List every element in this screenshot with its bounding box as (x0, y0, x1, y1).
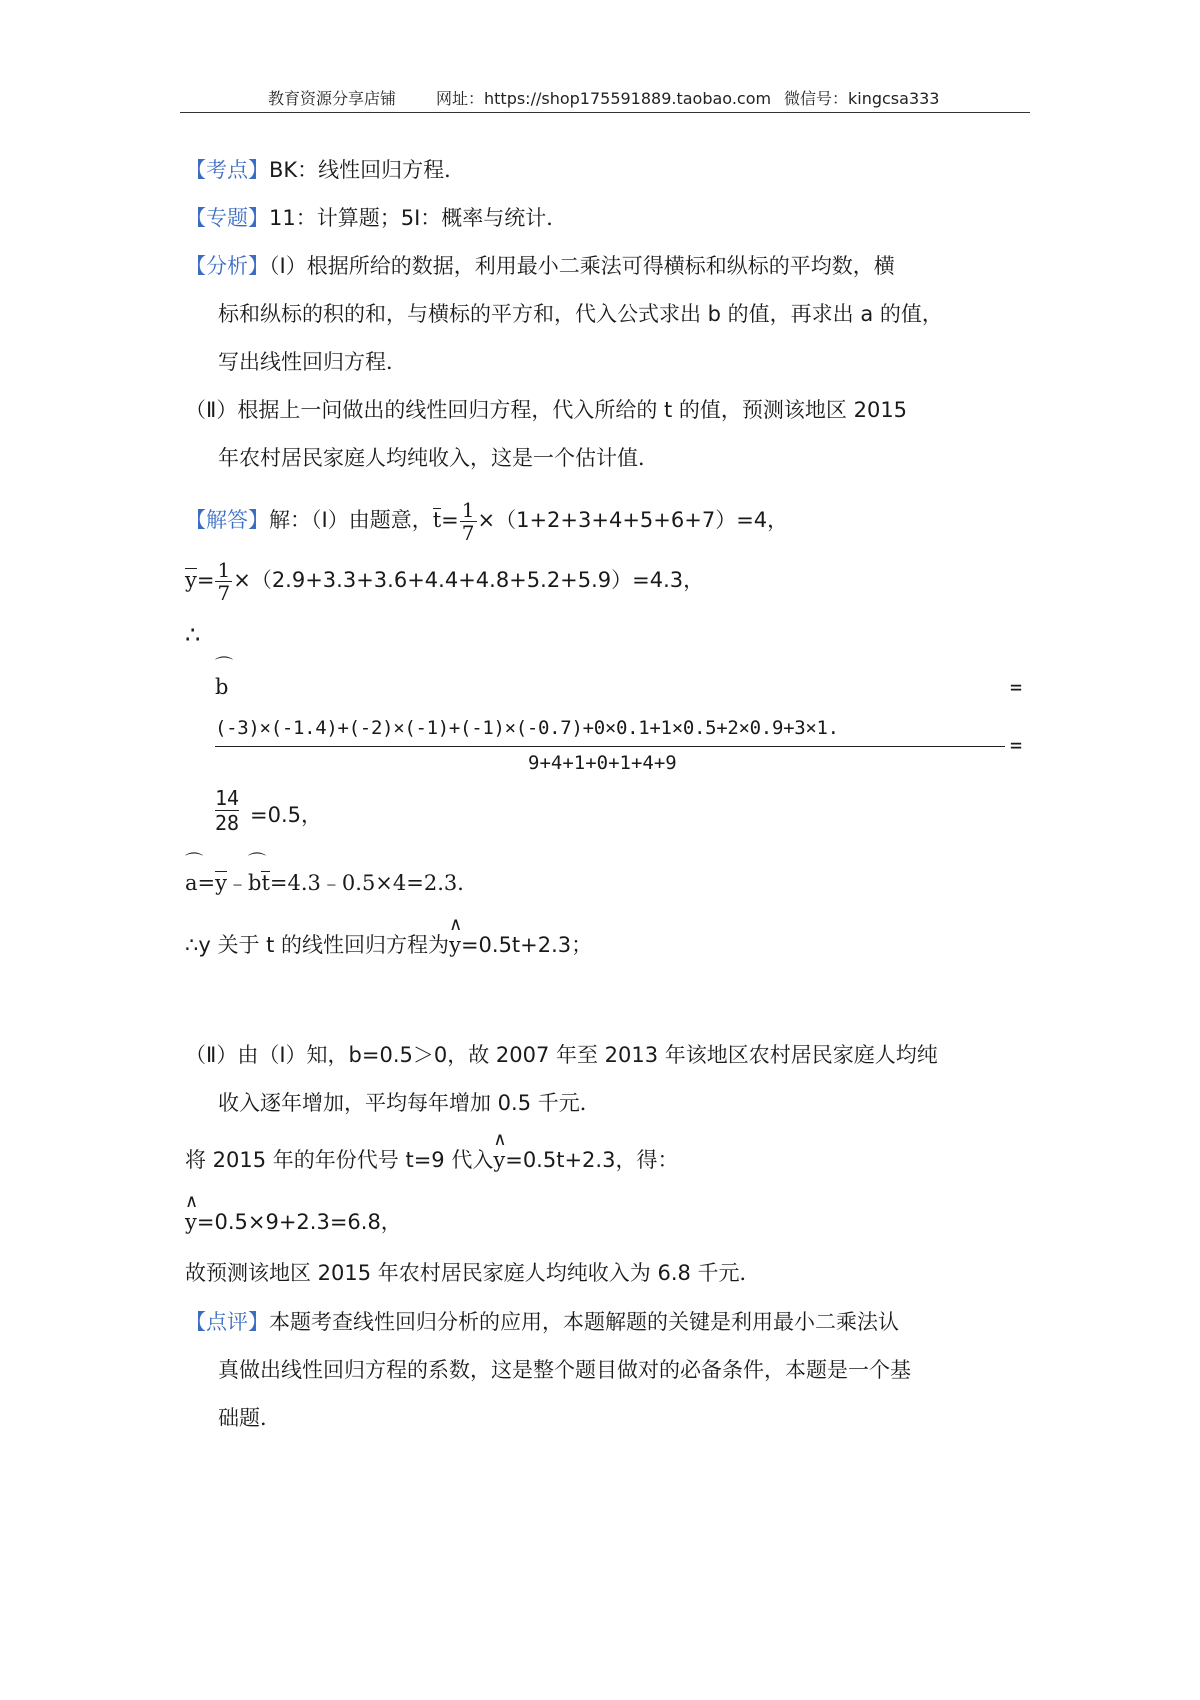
y-frac-num: 1 (217, 557, 231, 582)
zhuanti-text: 11：计算题；5I：概率与统计． (269, 206, 568, 230)
b-denominator: 9+4+1+0+1+4+9 (528, 752, 677, 774)
b-hat-letter: b (215, 675, 229, 699)
y-fraction (215, 559, 232, 604)
y-bar-symbol: y (185, 568, 197, 592)
fenxi-line-4: （Ⅱ）根据上一问做出的线性回归方程，代入所给的 t 的值，预测该地区 2015 (185, 398, 908, 422)
page-header (180, 86, 1030, 112)
y-hat-2-mark: ∧ (493, 1129, 507, 1150)
a-hat-letter: a (185, 871, 198, 895)
y-hat-1 (449, 914, 463, 960)
y-sum: ×（2.9+3.3+3.6+4.4+4.8+5.2+5.9）=4.3， (233, 568, 705, 592)
t-sum: ×（1+2+3+4+5+6+7）=4， (477, 508, 789, 532)
zhuanti-tag: 【专题】 (185, 206, 269, 230)
t-bar-symbol: t (432, 508, 442, 532)
a-t-bar: t (261, 871, 270, 895)
fenxi-tag: 【分析】 (185, 254, 269, 278)
kaodian-text: BK：线性回归方程． (269, 158, 466, 182)
b-eq-1: = (1010, 675, 1023, 699)
b-numerator: (-3)×(-1.4)+(-2)×(-1)+(-1)×(-0.7)+0×0.1+1×0.5+2×0.9+3×1. (215, 717, 839, 739)
b-fraction-bar (215, 746, 1005, 747)
part2-line-3 (185, 1129, 679, 1175)
b-hat-arc: ⌒ (215, 656, 233, 677)
part2-line-4-text: =0.5×9+2.3=6.8， (196, 1210, 402, 1234)
a-b-hat (248, 852, 267, 898)
b-hat (215, 656, 233, 702)
b-hat-line (215, 656, 233, 702)
a-minus: ﹣ (227, 871, 249, 895)
fenxi-line-2: 标和纵标的积的和，与横标的平方和，代入公式求出 b 的值，再求出 a 的值， (218, 302, 943, 326)
y-hat-3-mark: ∧ (185, 1191, 199, 1212)
zhuanti-line (185, 203, 567, 233)
dianping-line-2: 真做出线性回归方程的系数，这是整个题目做对的必备条件，本题是一个基 (218, 1358, 911, 1382)
jieda-line-1 (185, 495, 788, 545)
a-hat-arc: ⌒ (185, 852, 203, 873)
dianping-line-3: 础题． (218, 1406, 281, 1430)
a-hat (185, 852, 203, 898)
b-small-den: 28 (215, 811, 240, 835)
header-wechat: 微信号：kingcsa333 (784, 89, 940, 108)
t-frac-den: 7 (461, 520, 475, 545)
y-hat-3-letter: y (185, 1210, 197, 1234)
y-hat-2-letter: y (493, 1148, 506, 1172)
y-hat-2 (493, 1129, 507, 1175)
conclusion-line (185, 914, 593, 960)
conclusion-post: =0.5t+2.3； (460, 933, 593, 957)
kaodian-line (185, 155, 465, 185)
part2-line-5: 故预测该地区 2015 年农村居民家庭人均纯收入为 6.8 千元． (185, 1261, 761, 1285)
jieda-intro: 解：（Ⅰ）由题意， (269, 508, 433, 532)
b-small-num: 14 (215, 786, 240, 810)
b-small-fraction (215, 786, 239, 835)
header-divider (180, 112, 1030, 113)
dianping-tag: 【点评】 (185, 1310, 269, 1334)
y-hat-3 (185, 1191, 199, 1237)
a-hat-line (185, 852, 479, 898)
t-fraction (460, 499, 477, 544)
therefore-symbol: ∴ (185, 621, 201, 649)
jieda-tag: 【解答】 (185, 508, 269, 532)
a-b-hat-arc: ⌒ (248, 852, 267, 873)
b-result: =0.5， (250, 803, 322, 827)
a-eq: = (197, 871, 216, 895)
y-eq: = (196, 568, 215, 592)
fenxi-line-5: 年农村居民家庭人均纯收入，这是一个估计值． (218, 446, 659, 470)
kaodian-tag: 【考点】 (185, 158, 269, 182)
a-b-letter: b (248, 871, 262, 895)
part2-line-4 (185, 1191, 402, 1237)
jieda-line-2 (185, 555, 704, 605)
t-frac-num: 1 (461, 497, 475, 522)
y-frac-den: 7 (217, 580, 231, 605)
fenxi-text-1: （Ⅰ）根据所给的数据，利用最小二乘法可得横标和纵标的平均数，横 (269, 254, 895, 278)
dianping-text-1: 本题考查线性回归分析的应用，本题解题的关键是利用最小二乘法认 (269, 1310, 899, 1334)
conclusion-pre: ∴y 关于 t 的线性回归方程为 (185, 933, 450, 957)
header-url: 网址：https://shop175591889.taobao.com (436, 89, 772, 108)
dianping-line-1 (185, 1307, 899, 1337)
a-line-rest: =4.3﹣0.5×4=2.3． (269, 871, 479, 895)
part2-line-3-post: =0.5t+2.3，得： (505, 1148, 679, 1172)
a-y-bar: y (215, 871, 228, 895)
part2-line-2: 收入逐年增加，平均每年增加 0.5 千元． (218, 1091, 601, 1115)
part2-line-3-pre: 将 2015 年的年份代号 t=9 代入 (185, 1148, 494, 1172)
b-eq-2: = (1010, 733, 1023, 757)
fenxi-line-1 (185, 251, 895, 281)
header-shop-name: 教育资源分享店铺 (268, 89, 397, 108)
y-hat-1-mark: ∧ (449, 914, 463, 935)
y-hat-1-letter: y (449, 933, 461, 957)
t-eq: = (441, 508, 459, 532)
part2-line-1: （Ⅱ）由（Ⅰ）知，b=0.5＞0，故 2007 年至 2013 年该地区农村居民家庭人均纯 (185, 1043, 938, 1067)
fenxi-line-3: 写出线性回归方程． (218, 350, 407, 374)
